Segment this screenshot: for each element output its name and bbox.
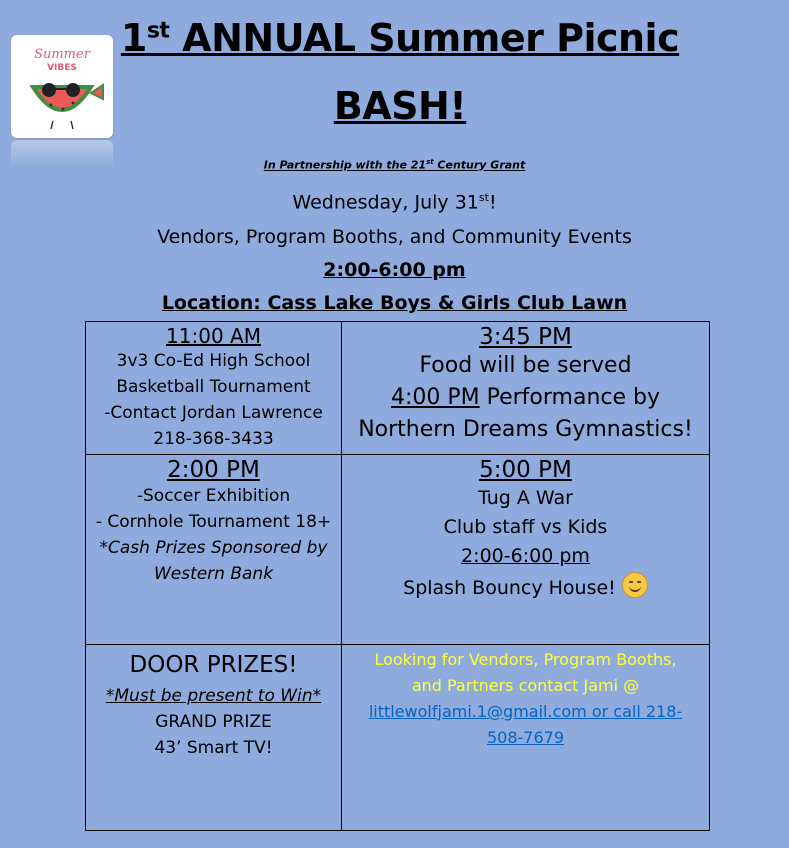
cell-line: *Cash Prizes Sponsored by [99, 538, 328, 559]
event-location: Location: Cass Lake Boys & Girls Club Lawn [161, 292, 628, 314]
title-line-1: 1st ANNUAL Summer Picnic [120, 16, 680, 60]
cell-title: DOOR PRIZES! [129, 651, 298, 678]
summer-vibes-logo [11, 35, 113, 138]
cell-line: 2:00-6:00 pm [461, 545, 590, 568]
cell-time: 2:00 PM [167, 457, 260, 484]
cell-line: 3v3 Co-Ed High School [116, 351, 311, 371]
cell-line: Northern Dreams Gymnastics! [358, 417, 693, 442]
cell-line: -Contact Jordan Lawrence [104, 403, 323, 423]
partnership-line: In Partnership with the 21st Century Grant [263, 158, 526, 172]
contact-phone-link[interactable]: 508-7679 [486, 727, 565, 747]
event-time: 2:00-6:00 pm [323, 259, 466, 281]
cell-line: *Must be present to Win* [105, 685, 322, 706]
schedule-cell-345pm [342, 322, 710, 455]
contact-email-link[interactable]: littlewolfjami.1@gmail.com or call 218- [368, 701, 683, 721]
cell-line: Splash Bouncy House! [346, 571, 705, 605]
cell-time: 5:00 PM [479, 457, 572, 484]
cell-time-inline: 4:00 PM [390, 385, 480, 410]
cell-line: and Partners contact Jami @ [411, 675, 640, 695]
cell-line: GRAND PRIZE [155, 711, 272, 732]
cell-line: 43’ Smart TV! [154, 737, 273, 758]
cell-line: Food will be served [419, 353, 632, 378]
cell-line: Basketball Tournament [116, 377, 311, 397]
smiling-face-icon [622, 572, 648, 598]
cell-line: Western Bank [153, 564, 274, 585]
schedule-cell-contact [342, 644, 710, 830]
cell-time: 11:00 AM [166, 324, 261, 348]
vendors-line: Vendors, Program Booths, and Community Events [157, 226, 632, 248]
cell-time: 3:45 PM [479, 324, 572, 350]
title-line-2: BASH! [333, 84, 467, 128]
logo-text-summer: Summer [34, 47, 90, 62]
cell-line: Tug A War [478, 487, 573, 510]
cell-line: 4:00 PM Performance by [390, 385, 661, 410]
cell-line: 218-368-3433 [153, 429, 274, 449]
cell-line: -Soccer Exhibition [136, 486, 291, 507]
cell-line: - Cornhole Tournament 18+ [95, 512, 332, 533]
cell-line: Looking for Vendors, Program Booths, [374, 649, 677, 669]
schedule-cell-2pm [86, 455, 342, 644]
schedule-cell-door-prizes [86, 644, 342, 830]
schedule-table [85, 321, 710, 831]
schedule-cell-11am [86, 322, 342, 455]
event-date: Wednesday, July 31st! [292, 191, 497, 214]
schedule-cell-5pm [342, 455, 710, 644]
watermelon-sunglasses-icon [11, 35, 113, 138]
cell-line: Club staff vs Kids [443, 516, 608, 539]
logo-text-vibes: VIBES [47, 63, 77, 73]
